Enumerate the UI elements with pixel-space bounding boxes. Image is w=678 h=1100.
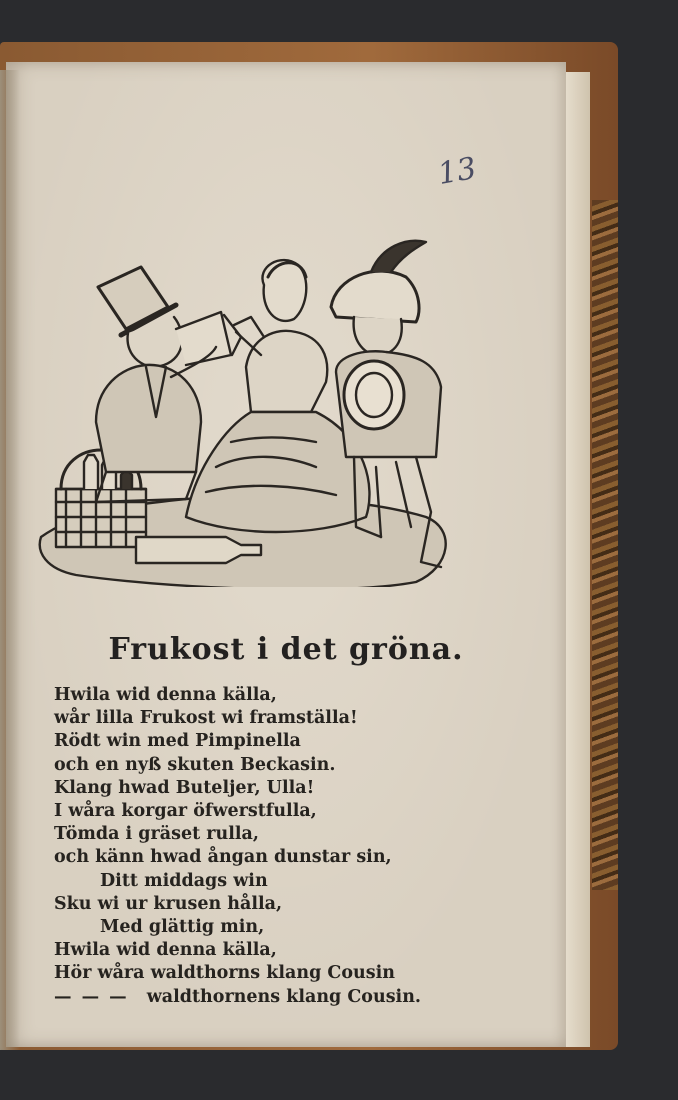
poem-line-4: och en nyß skuten Beckasin. [54, 754, 336, 775]
woodcut-illustration [36, 237, 461, 587]
poem-body [54, 684, 474, 1009]
poem-line-7: Tömda i gräset rulla, [54, 824, 259, 845]
poem-line-2: wår lilla Frukost wi framställa! [54, 708, 358, 729]
poem-line-9: Ditt middags win [100, 870, 268, 891]
poem-line-1: Hwila wid denna källa, [54, 685, 277, 705]
line-dashes: — — — [54, 986, 129, 1007]
poem-line-11: Med glättig min, [100, 917, 265, 938]
poem-line-8: och känn hwad ångan dunstar sin, [54, 847, 392, 868]
poem-line-6: I wåra korgar öfwerstfulla, [54, 801, 317, 822]
poem-line-10: Sku wi ur krusen hålla, [54, 893, 283, 914]
poem-line-14: — — — waldthornens klang Cousin. [54, 986, 422, 1007]
marbled-edge [592, 200, 618, 890]
poem-line-5: Klang hwad Buteljer, Ulla! [54, 777, 315, 798]
poem-line-12: Hwila wid denna källa, [54, 940, 277, 961]
book-page [6, 62, 566, 1047]
poem-line-3: Rödt win med Pimpinella [54, 731, 301, 752]
page-number: 13 [435, 150, 479, 193]
poem-title: Frukost i det gröna. [108, 632, 464, 667]
gutter-shadow [0, 70, 20, 1050]
poem-line-13: Hör wåra waldthorns klang Cousin [54, 963, 395, 984]
